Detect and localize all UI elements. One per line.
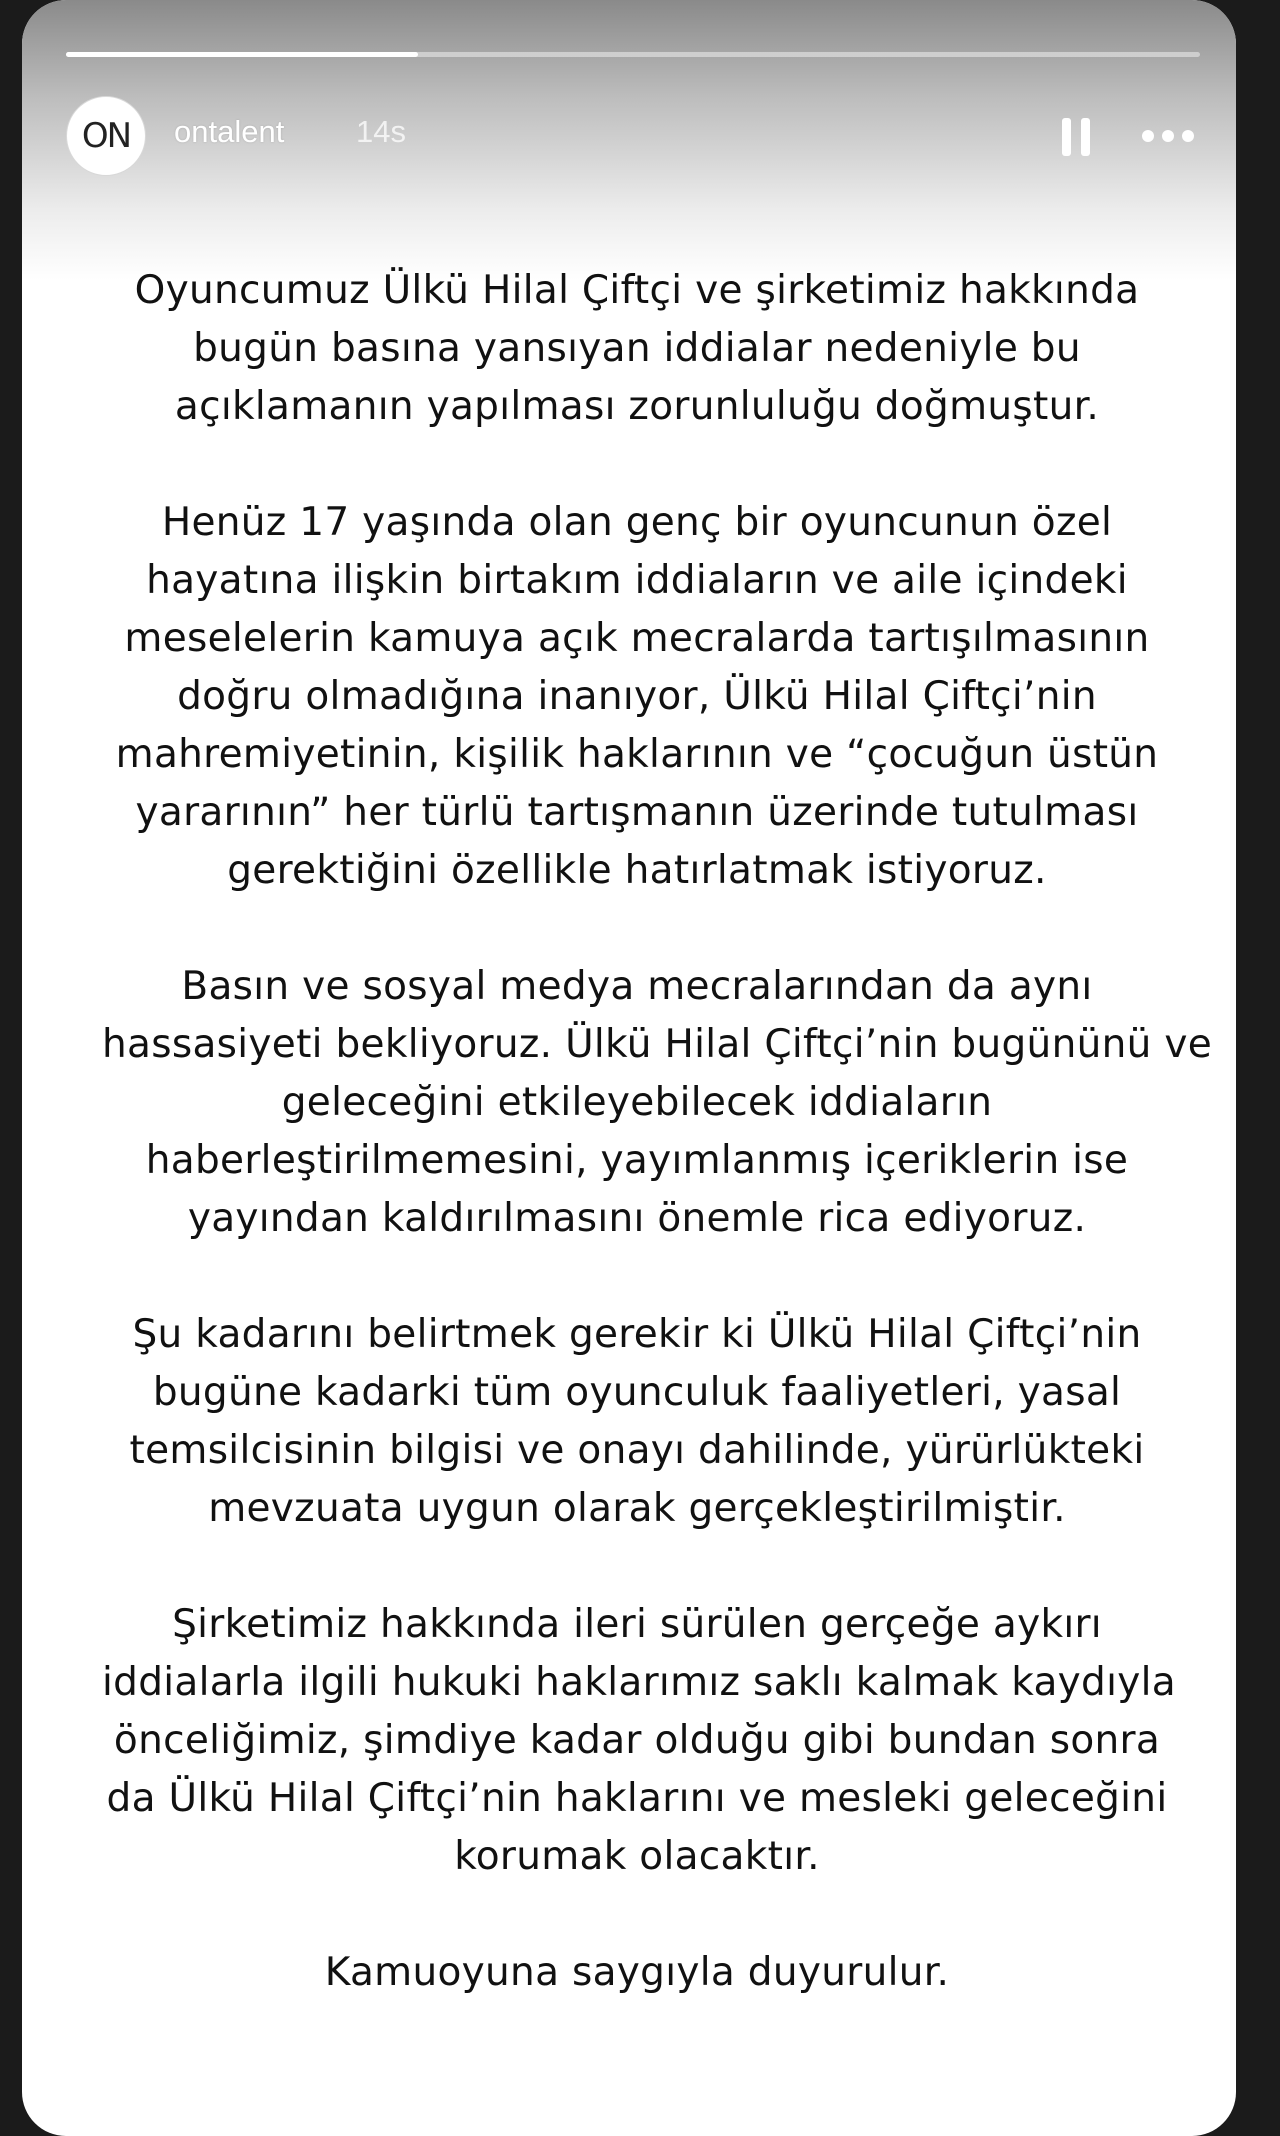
announcement-line: iddialarla ilgili hukuki haklarımız saklı kalmak kaydıyla (102, 1660, 1176, 1705)
announcement-line: önceliğimiz, şimdiye kadar olduğu gibi bundan sonra (113, 1718, 1161, 1763)
announcement-paragraph (102, 1596, 1176, 1886)
announcement-line: bugün basına yansıyan iddialar nedeniyle bu (193, 326, 1081, 371)
announcement-line: Şu kadarını belirtmek gerekir ki Ülkü Hilal Çiftçi’nin (132, 1312, 1142, 1357)
announcement-paragraph (102, 958, 1213, 1248)
announcement-line: açıklamanın yapılması zorunluluğu doğmuştur. (174, 384, 1100, 429)
announcement-line: gerektiğini özellikle hatırlatmak istiyoruz. (227, 848, 1047, 893)
announcement-line: mahremiyetinin, kişilik haklarının ve “çocuğun üstün (115, 732, 1159, 777)
announcement-line: Şirketimiz hakkında ileri sürülen gerçeğe aykırı (172, 1602, 1102, 1647)
story-progress-fill (66, 52, 418, 57)
announcement-line: geleceğini etkileyebilecek iddiaların (281, 1080, 993, 1125)
announcement-line: Oyuncumuz Ülkü Hilal Çiftçi ve şirketimiz hakkında (134, 268, 1140, 313)
announcement-line: korumak olacaktır. (454, 1834, 820, 1879)
pause-button[interactable] (1052, 110, 1100, 162)
announcement-line: haberleştirilmemesini, yayımlanmış içeriklerin ise (145, 1138, 1129, 1183)
announcement-paragraph (102, 494, 1172, 900)
announcement-paragraph (102, 1944, 1172, 2002)
announcement-paragraph (102, 262, 1172, 436)
story-card[interactable] (22, 0, 1236, 2136)
announcement-line: temsilcisinin bilgisi ve onayı dahilinde, yürürlükteki (129, 1428, 1145, 1473)
announcement-line: meselelerin kamuya açık mecralarda tartışılmasının (124, 616, 1150, 661)
announcement-text (102, 262, 1213, 2060)
announcement-paragraph (102, 1306, 1172, 1538)
avatar[interactable]: ON (66, 96, 146, 176)
announcement-line: mevzuata uygun olarak gerçekleştirilmiştir. (208, 1486, 1066, 1531)
username[interactable]: ontalent (174, 114, 285, 149)
announcement-line: Kamuoyuna saygıyla duyurulur. (324, 1950, 950, 1995)
announcement-line: yayından kaldırılmasını önemle rica ediyoruz. (187, 1196, 1087, 1241)
time-ago: 14s (356, 114, 406, 149)
story-header (66, 96, 1200, 176)
announcement-line: doğru olmadığına inanıyor, Ülkü Hilal Çiftçi’nin (177, 674, 1097, 719)
announcement-line: da Ülkü Hilal Çiftçi’nin haklarını ve mesleki geleceğini (106, 1776, 1168, 1821)
announcement-line: hayatına ilişkin birtakım iddiaların ve aile içindeki (146, 558, 1128, 603)
more-options-button[interactable] (1136, 118, 1200, 154)
announcement-line: Basın ve sosyal medya mecralarından da aynı (181, 964, 1093, 1009)
announcement-line: yararının” her türlü tartışmanın üzerinde tutulması (135, 790, 1139, 835)
announcement-line: Henüz 17 yaşında olan genç bir oyuncunun özel (161, 500, 1113, 545)
announcement-line: hassasiyeti bekliyoruz. Ülkü Hilal Çiftçi’nin bugününü ve (102, 1022, 1213, 1067)
announcement-line: bugüne kadarki tüm oyunculuk faaliyetleri, yasal (152, 1370, 1122, 1415)
story-progress-bar (66, 52, 1200, 57)
